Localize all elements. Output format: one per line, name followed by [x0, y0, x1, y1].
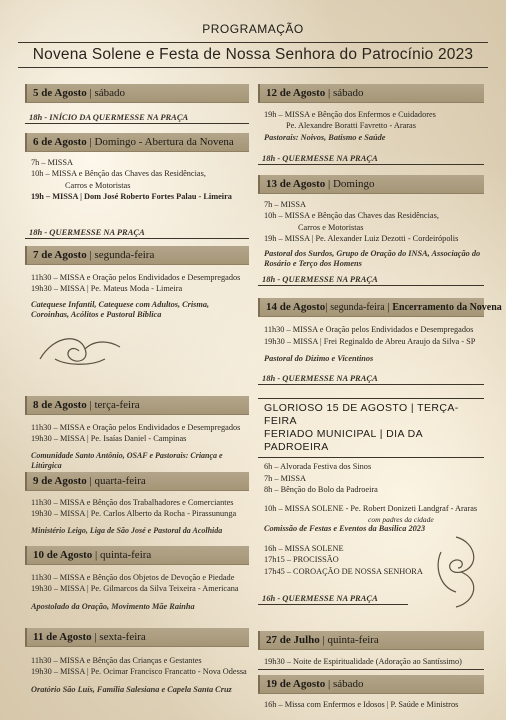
weekday: sábado	[94, 87, 126, 99]
day-8	[25, 396, 249, 471]
date: 27 de Julho	[266, 634, 320, 646]
day-bar: 6 de Agosto | Domingo - Abertura da Novena	[25, 133, 249, 152]
date: 11 de Agosto	[33, 631, 92, 643]
date: 19 de Agosto	[266, 678, 326, 690]
schedule-line: 16h – Missa com Enfermos e Idosos | P. Saúde e Ministros	[264, 700, 459, 709]
schedule-line: 11h30 – MISSA e Oração pelos Endividados e Desempregados	[31, 272, 241, 282]
schedule-line: 19h30 – MISSA | Frei Reginaldo de Abreu Araujo da Silva - SP	[264, 336, 476, 346]
date: 6 de Agosto	[33, 136, 87, 148]
day-bar: 12 de Agosto | sábado	[258, 84, 484, 103]
day-bar: 9 de Agosto | quarta-feira	[25, 472, 249, 491]
day-bar: 8 de Agosto | terça-feira	[25, 396, 249, 415]
day-bar: 27 de Julho | quinta-feira	[258, 631, 484, 650]
day-19	[258, 675, 484, 710]
day-bar: 5 de Agosto | sábado	[25, 84, 249, 103]
date: 14 de Agosto	[266, 301, 326, 314]
schedule-line: 19h30 – MISSA | Pe. Carlos Alberto da Rocha - Pirassununga	[31, 509, 237, 519]
day-9	[25, 472, 249, 536]
schedule-line: 19h – MISSA | Dom José Roberto Fortes Palau - Limeira	[31, 192, 232, 202]
pastoral-note: Ministério Leigo, Liga de São José e Pastoral da Acolhida	[31, 525, 223, 535]
quermesse-line: 18h - INÍCIO DA QUERMESSE NA PRAÇA	[25, 110, 249, 124]
schedule-line: 11h30 – MISSA e Bênção dos Trabalhadores e Comerciantes	[31, 498, 234, 507]
day-bar: 19 de Agosto | sábado	[258, 675, 484, 694]
weekday: quarta-feira	[94, 475, 146, 487]
closing-label: Encerramento da Novena	[392, 302, 502, 314]
schedule-line: 11h30 – MISSA e Oração pelos Endividados e Desempregados	[264, 325, 474, 335]
day-7	[25, 246, 249, 321]
schedule-line: Carros e Motoristas	[298, 222, 364, 232]
schedule-line: 19h30 – MISSA | Pe. Gilmarcos da Silva Teixeira - Americana	[31, 584, 239, 594]
schedule-line: 6h – Alvorada Festiva dos Sinos	[264, 462, 372, 472]
date: 7 de Agosto	[33, 248, 87, 261]
schedule-line: 16h – MISSA SOLENE	[264, 543, 344, 553]
date: 5 de Agosto	[33, 87, 87, 99]
day-6	[25, 133, 249, 239]
schedule-line: 19h30 – MISSA | Pe. Isaías Daniel - Campinas	[31, 434, 187, 444]
weekday: sexta-feira	[99, 631, 146, 643]
schedule-line: 10h – MISSA e Bênção das Chaves das Residências,	[31, 169, 206, 179]
feast-title-line: FERIADO MUNICIPAL | DIA DA PADROEIRA	[264, 428, 423, 454]
schedule-line: Pe. Alexandre Boratti Favretto - Araras	[286, 121, 416, 131]
quermesse-line: 18h - QUERMESSE NA PRAÇA	[25, 225, 249, 239]
pastoral-note: Apostolado da Oração, Movimento Mãe Rainha	[31, 601, 195, 611]
weekday: terça-feira	[94, 399, 140, 411]
page-title: Novena Solene e Festa de Nossa Senhora do Patrocínio 2023	[18, 42, 488, 68]
day-10	[25, 546, 249, 612]
schedule-line: 7h – MISSA	[31, 158, 73, 167]
schedule-line: 7h – MISSA	[264, 473, 306, 483]
schedule-line: 19h30 – MISSA | Pe. Mateus Moda - Limeira	[31, 284, 183, 294]
day-bar: 14 de Agosto| segunda-feira | Encerramento da Novena	[258, 298, 484, 317]
schedule-line: 17h15 – PROCISSÃO	[264, 555, 339, 565]
day-27	[258, 631, 484, 670]
weekday: quinta-feira	[99, 549, 152, 561]
day-11	[25, 628, 249, 695]
day-bar: 7 de Agosto | segunda-feira	[25, 246, 249, 265]
schedule-line: com padres da cidade	[368, 514, 434, 524]
feast-title-line: GLORIOSO 15 DE AGOSTO | TERÇA-FEIRA	[264, 402, 459, 428]
day-bar: 11 de Agosto | sexta-feira	[25, 628, 249, 647]
day-13	[258, 175, 484, 287]
schedule-line: 19h – MISSA e Bênção dos Enfermos e Cuidadores	[264, 110, 436, 119]
flourish-ornament-icon	[35, 329, 125, 369]
program-label: PROGRAMAÇÃO	[202, 22, 304, 36]
schedule-line: 10h – MISSA SOLENE - Pe. Robert Donizeti Landgraf - Araras	[264, 504, 478, 514]
pastoral-note: Comunidade Santo Antônio, OSAF e Pastorais: Criança e Litúrgica	[31, 450, 223, 470]
pastoral-note: Pastoral do Dízimo e Vicentinos	[264, 354, 374, 364]
day-5	[25, 84, 249, 124]
feast-heading	[258, 398, 484, 458]
day-bar: 13 de Agosto | Domingo	[258, 175, 484, 194]
schedule-line: 11h30 – MISSA e Oração pelos Endividados e Desempregados	[31, 423, 241, 432]
pastoral-note: Catequese Infantil, Catequese com Adultos, Crisma, Coroinhas, Acólitos e Pastoral Bíblica	[31, 300, 210, 320]
schedule-line: 10h – MISSA e Bênção das Chaves das Residências,	[264, 211, 439, 221]
day-12	[258, 84, 484, 165]
date: 8 de Agosto	[33, 399, 87, 411]
left-column	[25, 84, 249, 694]
weekday: sábado	[332, 87, 364, 99]
schedule-line: 19h30 – Noite de Espiritualidade (Adoração ao Santíssimo)	[258, 656, 484, 670]
weekday: Domingo - Abertura da Novena	[94, 136, 234, 148]
date: 10 de Agosto	[33, 549, 93, 561]
pastoral-note: Oratório São Luís, Família Salesiana e Capela Santa Cruz	[31, 684, 232, 694]
day-14	[258, 298, 502, 385]
weekday: quinta-feira	[327, 634, 379, 646]
schedule-line: 19h – MISSA | Pe. Alexander Luiz Dezotti - Cordeirópolis	[264, 234, 459, 244]
date: 13 de Agosto	[266, 177, 326, 190]
header	[0, 22, 506, 68]
schedule-line: 11h30 – MISSA e Bênção das Crianças e Gestantes	[31, 656, 202, 665]
schedule-line: 19h30 – MISSA | Pe. Ocimar Francisco Francatto - Nova Odessa	[31, 667, 247, 677]
weekday: segunda-feira	[330, 302, 385, 314]
pastoral-note: Pastorais: Noivos, Batismo e Saúde	[264, 132, 386, 142]
quermesse-line: 18h - QUERMESSE NA PRAÇA	[258, 151, 484, 165]
schedule-line: 17h45 – COROAÇÃO DE NOSSA SENHORA	[264, 566, 423, 576]
pastoral-note: Comissão de Festas e Eventos da Basílica 2023	[264, 523, 426, 533]
date: 9 de Agosto	[33, 475, 87, 487]
date: 12 de Agosto	[266, 87, 326, 99]
quermesse-line: 16h - QUERMESSE NA PRAÇA	[258, 591, 408, 605]
quermesse-line: 18h - QUERMESSE NA PRAÇA	[258, 371, 484, 385]
weekday: sábado	[332, 678, 364, 690]
schedule-line: 8h – Bênção do Bolo da Padroeira	[264, 485, 378, 495]
schedule-line: 7h – MISSA	[264, 199, 306, 209]
pastoral-note: Pastoral dos Surdos, Grupo de Oração do INSA, Associação do Rosário e Terço dos Homens	[264, 249, 481, 269]
right-column	[258, 84, 502, 709]
weekday: segunda-feira	[94, 248, 155, 261]
flourish-ornament-icon	[426, 532, 486, 612]
schedule-line: Carros e Motoristas	[65, 180, 131, 190]
quermesse-line: 18h - QUERMESSE NA PRAÇA	[258, 272, 484, 286]
schedule-line: 11h30 – MISSA e Bênção dos Objetos de Devoção e Piedade	[31, 573, 235, 582]
weekday: Domingo	[332, 177, 375, 190]
day-bar: 10 de Agosto | quinta-feira	[25, 546, 249, 565]
